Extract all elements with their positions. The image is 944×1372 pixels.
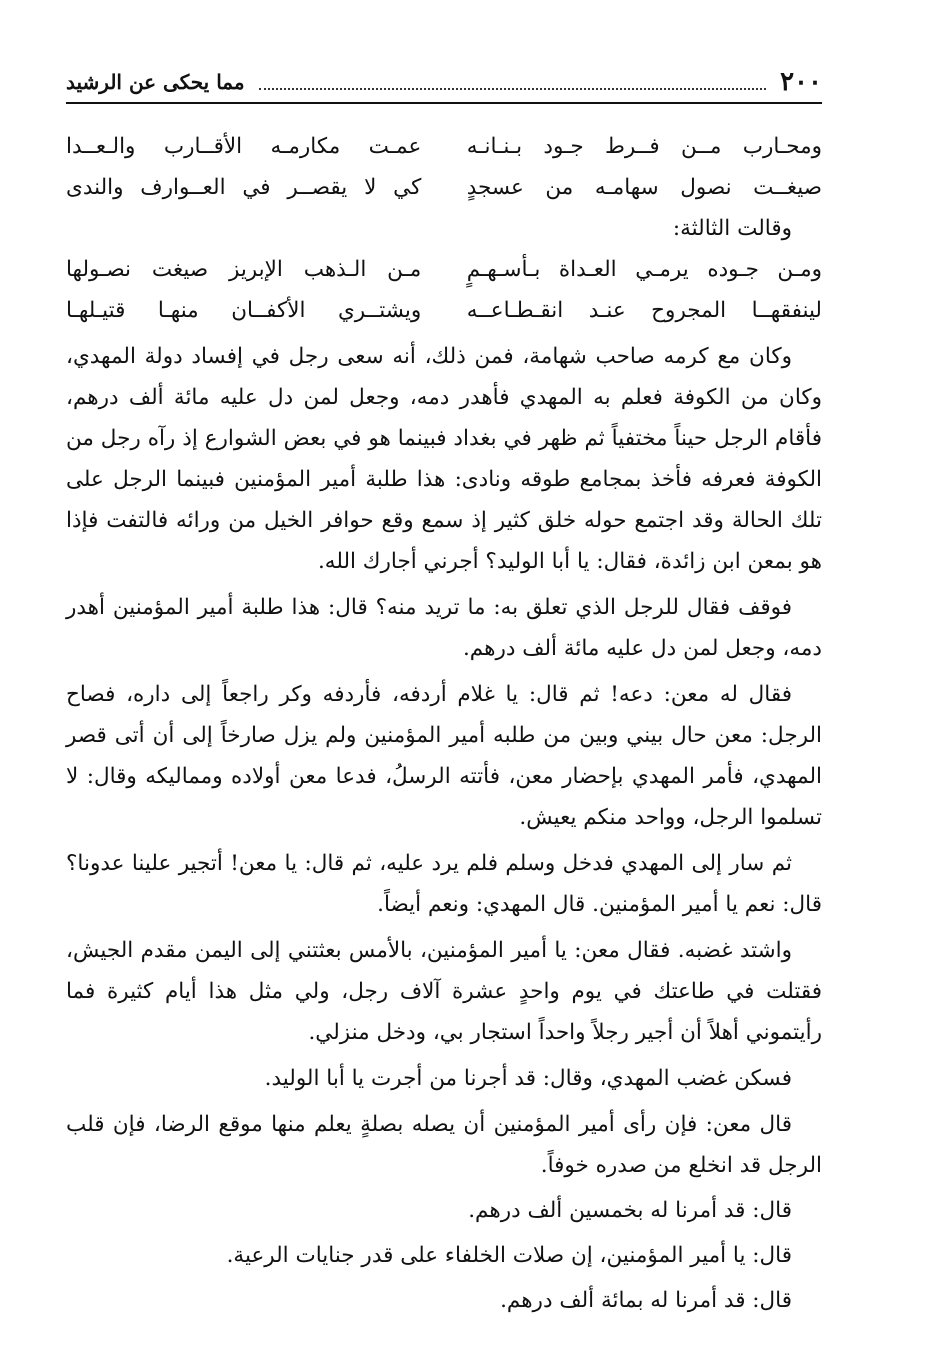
prose-paragraph: قال معن: فإن رأى أمير المؤمنين أن يصله بصلةٍ يعلم منها موقع الرضا، فإن قلب الرجل قد انخلع من صدره خوفاً. <box>66 1112 822 1178</box>
page-number: ٢٠٠ <box>780 67 822 97</box>
poem-block-2 <box>66 249 822 331</box>
prose-paragraph: ثم سار إلى المهدي فدخل وسلم فلم يرد عليه، ثم قال: يا معن! أتجير علينا عدونا؟ قال: نعم يا أمير المؤمنين. قال المهدي: ونعم أيضاً. <box>66 851 822 917</box>
verse-line <box>66 126 822 167</box>
verse-right-hemistich: صيغــت نصول سهامـه من عسجدٍ <box>466 175 822 200</box>
dialog-line: قال: قد أمرنا له بخمسين ألف درهم. <box>468 1198 792 1223</box>
verse-right-hemistich: ومـن جـوده يرمـي العـداة بـأسـهـمٍ <box>466 257 822 282</box>
poem-block-1 <box>66 126 822 208</box>
dialog-line: قال: يا أمير المؤمنين، إن صلات الخلفاء على قدر جنايات الرعية. <box>226 1243 792 1268</box>
verse-left-hemistich: عمـت مكارمـه الأقــارب والـعــدا <box>66 134 422 159</box>
verse-line <box>66 249 822 290</box>
dialog-line: قال: قد أمرنا له بمائة ألف درهم. <box>500 1288 792 1313</box>
verse-left-hemistich: كي لا يقصــر في العــوارف والندى <box>66 175 422 200</box>
page-header <box>66 62 822 104</box>
prose-paragraph: فسكن غضب المهدي، وقال: قد أجرنا من أجرت يا أبا الوليد. <box>264 1066 792 1091</box>
verse-line <box>66 167 822 208</box>
prose-paragraph: وكان مع كرمه صاحب شهامة، فمن ذلك، أنه سعى رجل في إفساد دولة المهدي، وكان من الكوفة فعلم به المهدي فأهدر دمه، وجعل لمن دل عليه مائة ألف درهم، فأقام الرجل حيناً مختفياً ثم ظهر في بغداد فبينما هو في بعض الشوارع إذ رآه رجل من الكوفة فعرفه فأخذ بمجامع طوقه ونادى: هذا طلبة أمير المؤمنين فبينما الرجل على تلك الحالة وقد اجتمع حوله خلق كثير إذ سمع وقع حوافر الخيل من ورائه فالتفت فإذا هو بمعن ابن زائدة، فقال: يا أبا الوليد؟ أجرني أجارك الله. <box>66 344 822 574</box>
verse-right-hemistich: ومحـارب مــن فــرط جـود بـنـانـه <box>466 134 822 159</box>
prose-paragraph: واشتد غضبه. فقال معن: يا أمير المؤمنين، بالأمس بعثتني إلى اليمن مقدم الجيش، فقتلت في طاعتك في يوم واحدٍ عشرة آلاف رجل، ولي مثل هذا أيام كثيرة فما رأيتموني أهلاً أن أجير رجلاً واحداً استجار بي، ودخل منزلي. <box>66 938 822 1045</box>
prose-paragraph: فوقف فقال للرجل الذي تعلق به: ما تريد منه؟ قال: هذا طلبة أمير المؤمنين أهدر دمه، وجعل لمن دل عليه مائة ألف درهم. <box>66 595 822 661</box>
verse-line <box>66 290 822 331</box>
page-body <box>66 126 822 1321</box>
verse-right-hemistich: لينفقهــا المجروح عنـد انقـطـاعــه <box>466 298 822 323</box>
header-dotted-leader <box>259 74 767 90</box>
verse-intro: وقالت الثالثة: <box>672 216 792 241</box>
prose-paragraph: فقال له معن: دعه! ثم قال: يا غلام أردفه، فأردفه وكر راجعاً إلى داره، فصاح الرجل: معن حال بيني وبين من طلبه أمير المؤمنين ولم يزل صارخاً إلى أن أتى قصر المهدي، فأمر المهدي بإحضار معن، فأتته الرسلُ، فدعا معن أولاده ومماليكه وقال: لا تسلموا الرجل، وواحد منكم يعيش. <box>66 682 822 830</box>
verse-left-hemistich: مـن الـذهب الإبريز صيغت نصـولها <box>66 257 422 282</box>
verse-left-hemistich: ويشتــري الأكفــان منهـا قتيـلهـا <box>66 298 422 323</box>
running-title: مما يحكى عن الرشيد <box>66 70 245 94</box>
